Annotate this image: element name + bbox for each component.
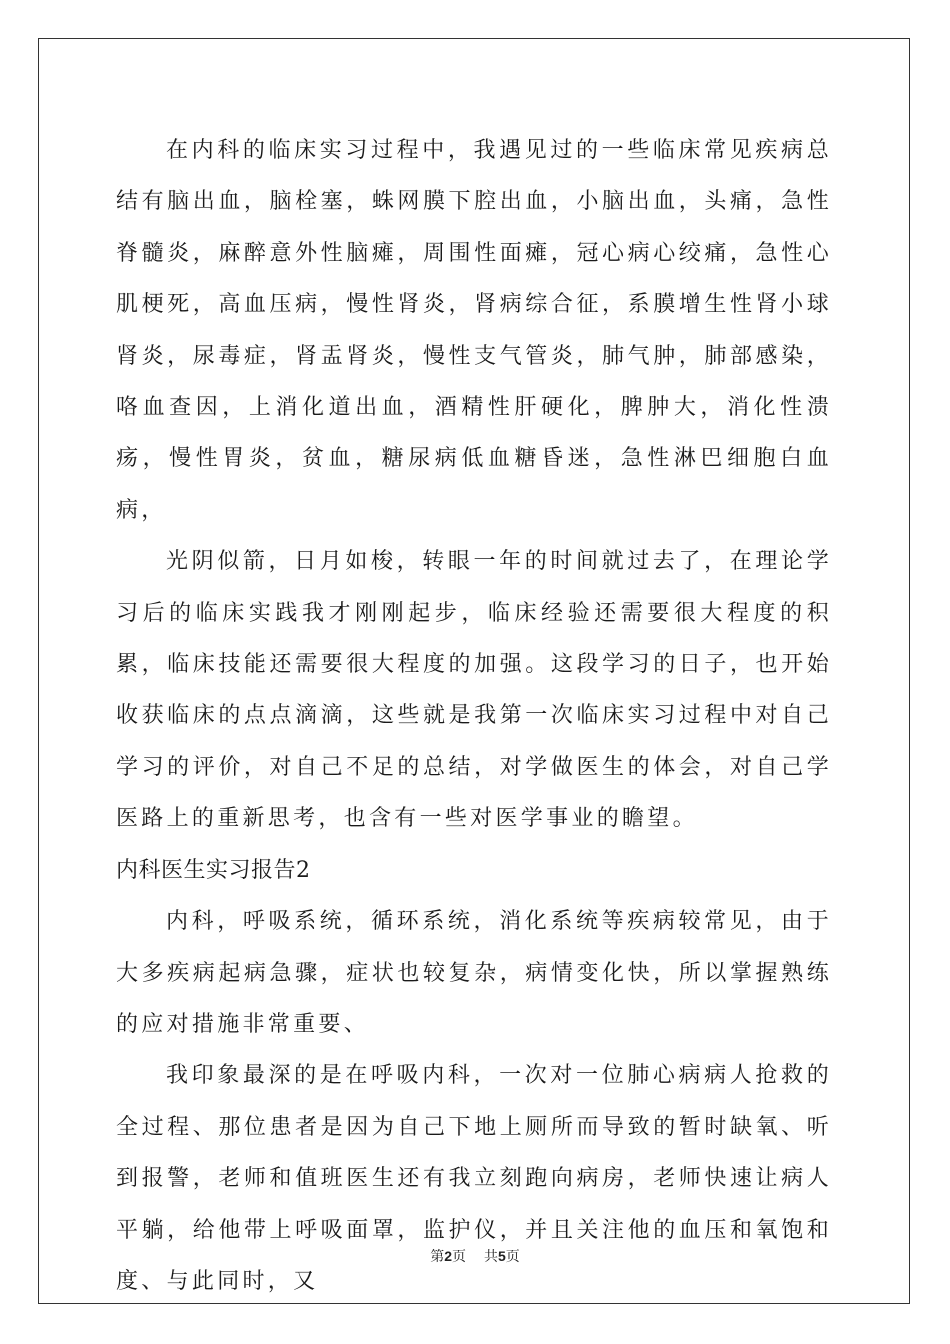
page-total-number: 5 [498, 1248, 506, 1264]
total-prefix: 共 [484, 1249, 498, 1265]
paragraph-common-diseases: 在内科的临床实习过程中，我遇见过的一些临床常见疾病总结有脑出血，脑栓塞，蛛网膜下腔出血，小脑出血，头痛，急性脊髓炎，麻醉意外性脑瘫，周围性面瘫，冠心病心绞痛，急性心肌梗死，高血压病，慢性肾炎，肾病综合征，系膜增生性肾小球肾炎，尿毒症，肾盂肾炎，慢性支气管炎，肺气肿，肺部感染，咯血查因，上消化道出血，酒精性肝硬化，脾肿大，消化性溃疡，慢性胃炎，贫血，糖尿病低血糖昏迷，急性淋巴细胞白血病， [116, 138, 832, 523]
total-suffix: 页 [505, 1249, 520, 1265]
paragraph-reflection: 光阴似箭，日月如梭，转眼一年的时间就过去了，在理论学习后的临床实践我才刚刚起步，临床经验还需要很大程度的积累，临床技能还需要很大程度的加强。这段学习的日子，也开始收获临床的点点滴滴，这些就是我第一次临床实习过程中对自己学习的评价，对自己不足的总结，对学做医生的体会，对自己学医路上的重新思考，也含有一些对医学事业的瞻望。 [116, 549, 832, 832]
paragraph-internal-medicine: 内科，呼吸系统，循环系统，消化系统等疾病较常见，由于大多疾病起病急骤，症状也较复杂，病情变化快，所以掌握熟练的应对措施非常重要、 [116, 909, 832, 1037]
paragraph-respiratory-case: 我印象最深的是在呼吸内科，一次对一位肺心病病人抢救的全过程、那位患者是因为自己下地上厕所而导致的暂时缺氧、听到报警，老师和值班医生还有我立刻跑向病房，老师快速让病人平躺，给他带上呼吸面罩，监护仪，并且关注他的血压和氧饱和度、与此同时，又 [116, 1063, 832, 1294]
document-body [116, 125, 832, 1307]
page-prefix: 第 [430, 1249, 445, 1265]
page-current-number: 2 [444, 1248, 452, 1264]
page-footer [0, 1246, 950, 1266]
page-suffix: 页 [452, 1249, 466, 1265]
section-heading: 内科医生实习报告2 [116, 857, 311, 883]
